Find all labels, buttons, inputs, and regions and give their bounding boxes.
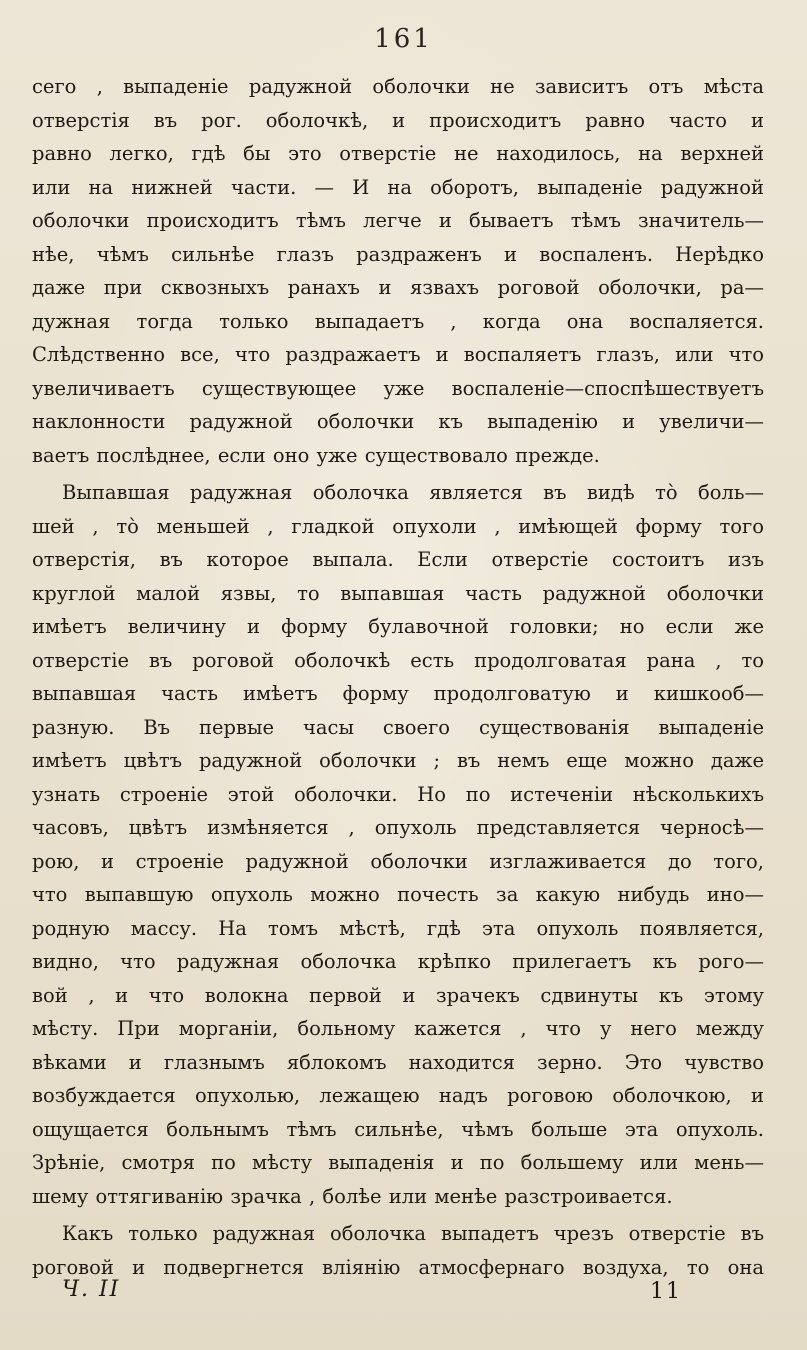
text-line: узнать строеніе этой оболочки. Но по истеченіи нѣсколькихъ	[32, 782, 764, 806]
text-line: Выпавшая радужная оболочка является въ видѣ то̀ боль—	[62, 481, 764, 504]
page-number: 161	[374, 24, 433, 54]
paragraph-2	[32, 476, 764, 1213]
text-line: Зрѣніе, смотря по мѣсту выпаденія и по большему или мень—	[32, 1151, 764, 1174]
text-line: рою, и строеніе радужной оболочки изглаживается до того,	[32, 849, 764, 873]
text-line: имѣетъ величину и форму булавочной головки; но если же	[32, 615, 764, 638]
text-line: наклонности радужной оболочки къ выпаденію и увеличи—	[32, 410, 764, 433]
text-line: родную массу. На томъ мѣстѣ, гдѣ эта опухоль появляется,	[32, 916, 764, 940]
sheet-number: 11	[650, 1279, 682, 1304]
text-line: отверстія въ рог. оболочкѣ, и происходитъ равно часто и	[32, 108, 764, 132]
text-line: возбуждается опухолью, лежащею надъ роговою оболочкою, и	[32, 1084, 764, 1107]
text-line: отверстіе въ роговой оболочкѣ есть продолговатая рана , то	[32, 648, 764, 672]
text-line: шей , то̀ меньшей , гладкой опухоли , имѣющей форму того	[32, 514, 764, 538]
text-line: видно, что радужная оболочка крѣпко прилегаетъ къ рого—	[32, 950, 764, 973]
text-line: оболочки происходитъ тѣмъ легче и бываетъ тѣмъ значитель—	[32, 209, 764, 232]
text-line: отверстія, въ которое выпала. Если отверстіе состоитъ изъ	[32, 548, 764, 571]
text-line: часовъ, цвѣтъ измѣняется , опухоль представляется черносѣ—	[32, 816, 764, 839]
text-line: равно легко, гдѣ бы это отверстіе не находилось, на верхней	[32, 142, 764, 165]
text-line: шему оттягиванію зрачка , болѣе или менѣе разстроивается.	[32, 1184, 673, 1208]
text-line: ваетъ послѣднее, если оно уже существовало прежде.	[32, 443, 600, 467]
text-line: ощущается больнымъ тѣмъ сильнѣе, чѣмъ больше эта опухоль.	[32, 1117, 764, 1141]
text-line: Слѣдственно все, что раздражаетъ и воспаляетъ глазъ, или что	[32, 343, 764, 366]
text-line: вой , и что волокна первой и зрачекъ сдвинуты къ этому	[32, 983, 764, 1007]
text-line: или на нижней части. — И на оборотъ, выпаденіе радужной	[32, 175, 764, 199]
text-line: нѣе, чѣмъ сильнѣе глазъ раздраженъ и воспаленъ. Нерѣдко	[32, 242, 764, 266]
text-line: имѣетъ цвѣтъ радужной оболочки ; въ немъ еще можно даже	[32, 749, 764, 772]
text-line: вѣками и глазнымъ яблокомъ находится зерно. Это чувство	[32, 1050, 764, 1074]
paragraph-3	[32, 1217, 764, 1284]
text-line: дужная тогда только выпадаетъ , когда она воспаляется.	[32, 309, 764, 333]
text-line: сего , выпаденіе радужной оболочки не зависитъ отъ мѣста	[32, 75, 764, 98]
page-footer	[0, 1277, 807, 1311]
text-line: роговой и подвергнется вліянію атмосфернаго воздуха, то она	[32, 1255, 764, 1279]
paragraph-1	[32, 70, 764, 472]
text-line: увеличиваетъ существующее уже воспаленіе—споспѣшествуетъ	[32, 376, 764, 400]
signature-mark: Ч. II	[62, 1277, 121, 1302]
text-line: выпавшая часть имѣетъ форму продолговатую и кишкооб—	[32, 682, 764, 705]
text-line: разную. Въ первые часы своего существованія выпаденіе	[32, 715, 764, 739]
text-line: мѣсту. При морганіи, больному кажется , что у него между	[32, 1017, 764, 1040]
body-text	[32, 70, 764, 1284]
text-line: что выпавшую опухоль можно почесть за какую нибудь ино—	[32, 883, 764, 906]
text-line: круглой малой язвы, то выпавшая часть радужной оболочки	[32, 581, 764, 605]
text-line: даже при сквозныхъ ранахъ и язвахъ роговой оболочки, ра—	[32, 276, 764, 299]
text-line: Какъ только радужная оболочка выпадетъ чрезъ отверстіе въ	[62, 1222, 764, 1245]
